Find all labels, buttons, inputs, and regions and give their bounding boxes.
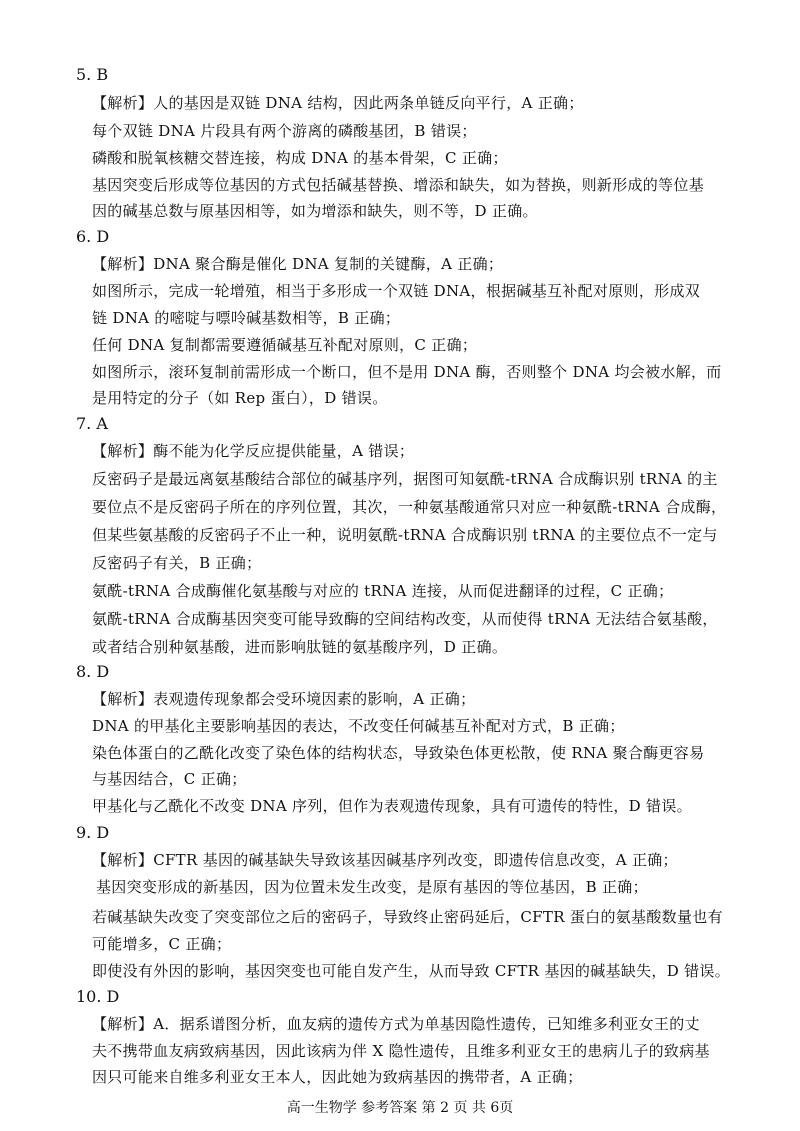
explanation-line: 或者结合别种氨基酸，进而影响肽链的氨基酸序列，D 正确。 [92,638,508,656]
explanation-line: 【解析】CFTR 基因的碱基缺失导致该基因碱基序列改变，即遗传信息改变，A 正确； [92,851,678,869]
explanation-line: 要位点不是反密码子所在的序列位置，其次，一种氨基酸通常只对应一种氨酰-tRNA 合成酶， [92,498,727,516]
explanation-line: 是用特定的分子（如 Rep 蛋白），D 错误。 [92,389,388,407]
question-number: 5. B [76,65,109,84]
explanation-line: 可能增多，C 正确； [92,935,232,953]
explanation-line: 因的碱基总数与原基因相等，如为增添和缺失，则不等，D 正确。 [92,202,538,220]
explanation-line: 磷酸和脱氧核糖交替连接，构成 DNA 的基本骨架，C 正确； [92,149,508,167]
explanation-line: 如图所示，滚环复制前需形成一个断口，但不是用 DNA 酶，否则整个 DNA 均会被水解，而 [92,363,722,381]
explanation-line: 氨酰-tRNA 合成酶基因突变可能导致酶的空间结构改变，从而使得 tRNA 无法结合氨基酸， [92,610,718,628]
explanation-line: 基因突变形成的新基因，因为位置未发生改变，是原有基因的等位基因，B 正确； [96,878,648,896]
explanation-line: 染色体蛋白的乙酰化改变了染色体的结构状态，导致染色体更松散，使 RNA 聚合酶更容易 [92,744,705,762]
explanation-line: 若碱基缺失改变了突变部位之后的密码子，导致终止密码延后，CFTR 蛋白的氨基酸数量也有 [92,908,723,926]
explanation-line: 因只可能来自维多利亚女王本人，因此她为致病基因的携带者，A 正确； [92,1068,583,1086]
explanation-line: 链 DNA 的嘧啶与嘌呤碱基数相等，B 正确； [92,309,401,327]
explanation-line: 氨酰-tRNA 合成酶催化氨基酸与对应的 tRNA 连接，从而促进翻译的过程，C 正确； [92,582,674,600]
explanation-line: 【解析】人的基因是双链 DNA 结构，因此两条单链反向平行，A 正确； [92,94,584,112]
explanation-line: DNA 的甲基化主要影响基因的表达，不改变任何碱基互补配对方式，B 正确； [92,717,625,735]
explanation-line: 如图所示，完成一轮增殖，相当于多形成一个双链 DNA，根据碱基互补配对原则，形成双 [92,282,701,300]
explanation-line: 每个双链 DNA 片段具有两个游离的磷酸基团，B 错误； [92,122,477,140]
explanation-line: 夫不携带血友病致病基因，因此该病为伴 X 隐性遗传，且维多利亚女王的患病儿子的致病基 [92,1042,710,1060]
question-number: 10. D [76,987,120,1006]
explanation-line: 任何 DNA 复制都需要遵循碱基互补配对原则，C 正确； [92,336,478,354]
explanation-line: 即使没有外因的影响，基因突变也可能自发产生，从而导致 CFTR 基因的碱基缺失，D 错误。 [92,962,731,980]
explanation-line: 甲基化与乙酰化不改变 DNA 序列，但作为表观遗传现象，具有可遗传的特性，D 错误。 [92,797,692,815]
page-footer: 高一生物学 参考答案 第 2 页 共 6页 [286,1100,514,1116]
explanation-line: 反密码子有关，B 正确； [92,554,262,572]
question-number: 7. A [76,414,108,433]
explanation-line: 【解析】DNA 聚合酶是催化 DNA 复制的关键酶，A 正确； [92,255,504,273]
explanation-line: 但某些氨基酸的反密码子不止一种，说明氨酰-tRNA 合成酶识别 tRNA 的主要位点不一定与 [92,526,718,544]
explanation-line: 【解析】酶不能为化学反应提供能量，A 错误； [92,442,415,460]
explanation-line: 与基因结合，C 正确； [92,770,247,788]
explanation-line: 【解析】表观遗传现象都会受环境因素的影响，A 正确； [92,690,476,708]
question-number: 8. D [76,662,110,681]
explanation-line: 基因突变后形成等位基因的方式包括碱基替换、增添和缺失，如为替换，则新形成的等位基 [92,176,705,194]
question-number: 6. D [76,227,110,246]
explanation-line: 【解析】A．据系谱图分析，血友病的遗传方式为单基因隐性遗传，已知维多利亚女王的丈 [92,1015,700,1033]
explanation-line: 反密码子是最远离氨基酸结合部位的碱基序列，据图可知氨酰-tRNA 合成酶识别 tRNA 的主 [92,470,718,488]
question-number: 9. D [76,823,110,842]
